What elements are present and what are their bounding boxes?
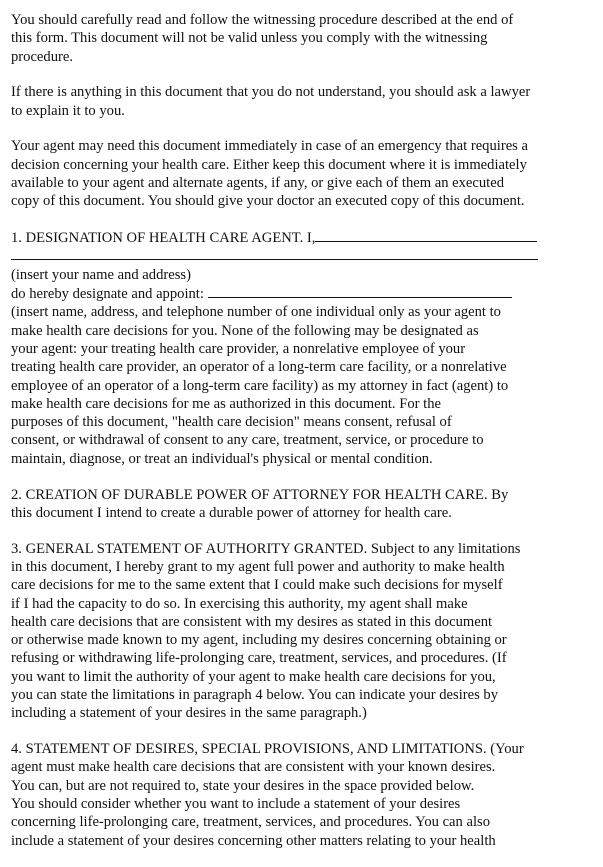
text-line: you can state the limitations in paragraph 4 below. You can indicate your desires by bbox=[11, 687, 499, 703]
intro-emergency-paragraph bbox=[11, 137, 591, 210]
address-blank-line bbox=[11, 247, 591, 265]
text-line: concerning life-prolonging care, treatment, services, and procedures. You can also bbox=[11, 814, 490, 831]
agent-name-blank[interactable] bbox=[208, 284, 512, 298]
text-line: 3. GENERAL STATEMENT OF AUTHORITY GRANTED. Subject to any limitations bbox=[11, 540, 521, 557]
text-line: care decisions for me to the same extent that I could make such decisions for myself bbox=[11, 577, 503, 594]
principal-address-blank[interactable] bbox=[11, 259, 538, 260]
designate-label: do hereby designate and appoint: bbox=[11, 286, 204, 303]
text-line: You should consider whether you want to include a statement of your desires bbox=[11, 795, 461, 812]
text-line: 2. CREATION OF DURABLE POWER OF ATTORNEY FOR HEALTH CARE. By bbox=[11, 486, 509, 503]
text-line: this form. This document will not be valid unless you comply with the witnessing bbox=[11, 30, 488, 47]
section-3-authority bbox=[11, 540, 591, 723]
text-line: 4. STATEMENT OF DESIRES, SPECIAL PROVISIONS, AND LIMITATIONS. (Your bbox=[11, 741, 524, 758]
text-line: (insert your name and address) bbox=[11, 266, 191, 283]
intro-lawyer-paragraph bbox=[11, 83, 591, 120]
section-4-desires bbox=[11, 740, 591, 850]
text-line: Your agent may need this document immediately in case of an emergency that requires a bbox=[11, 138, 528, 155]
text-line: If there is anything in this document that you do not understand, you should ask a lawyer bbox=[11, 84, 531, 101]
text-line: include a statement of your desires concerning other matters relating to your health bbox=[11, 832, 496, 849]
text-line: purposes of this document, "health care decision" means consent, refusal of bbox=[11, 414, 452, 431]
designate-line bbox=[11, 284, 591, 303]
intro-witnessing-paragraph bbox=[11, 11, 591, 66]
principal-name-blank[interactable] bbox=[315, 228, 537, 242]
text-line: employee of an operator of a long-term care facility) as my attorney in fact (agent) to bbox=[11, 377, 509, 394]
text-line: You can, but are not required to, state your desires in the space provided below. bbox=[11, 777, 475, 794]
text-line: treating health care provider, an operator of a long-term care facility, or a nonrelative bbox=[11, 359, 507, 376]
text-line: make health care decisions for me as authorized in this document. For the bbox=[11, 395, 441, 412]
text-line: available to your agent and alternate agents, if any, or give each of them an executed bbox=[11, 175, 504, 192]
text-line: consent, or withdrawal of consent to any care, treatment, service, or procedure to bbox=[11, 432, 484, 449]
text-line: copy of this document. You should give your doctor an executed copy of this document. bbox=[11, 193, 525, 210]
section-1-heading-line bbox=[11, 228, 591, 247]
text-line: if I had the capacity to do so. In exercising this authority, my agent shall make bbox=[11, 595, 468, 612]
text-line: maintain, diagnose, or treat an individual's physical or mental condition. bbox=[11, 450, 433, 467]
text-line: make health care decisions for you. None of the following may be designated as bbox=[11, 322, 479, 339]
document-page bbox=[11, 11, 591, 867]
text-line: refusing or withdrawing life-prolonging care, treatment, services, and procedures. (If bbox=[11, 650, 507, 667]
text-line: procedure. bbox=[11, 48, 73, 65]
text-line: your agent: your treating health care provider, a nonrelative employee of your bbox=[11, 340, 466, 357]
text-line: You should carefully read and follow the witnessing procedure described at the end of bbox=[11, 12, 514, 28]
section-1-designation bbox=[11, 228, 591, 468]
section-1-heading: 1. DESIGNATION OF HEALTH CARE AGENT. I, bbox=[11, 230, 316, 247]
text-line: this document I intend to create a durable power of attorney for health care. bbox=[11, 504, 452, 521]
text-line: health care decisions that are consistent with my desires as stated in this document bbox=[11, 613, 493, 630]
text-line: or otherwise made known to my agent, including my desires concerning obtaining or bbox=[11, 632, 507, 649]
section-2-creation bbox=[11, 486, 591, 523]
text-line: (insert name, address, and telephone number of one individual only as your agent to bbox=[11, 304, 501, 321]
text-line: you want to limit the authority of your agent to make health care decisions for you, bbox=[11, 668, 496, 685]
text-line: to explain it to you. bbox=[11, 102, 125, 119]
text-line: decision concerning your health care. Either keep this document where it is immediately bbox=[11, 156, 527, 173]
text-line: agent must make health care decisions that are consistent with your known desires. bbox=[11, 759, 496, 776]
text-line: including a statement of your desires in the same paragraph.) bbox=[11, 705, 367, 722]
text-line: in this document, I hereby grant to my agent full power and authority to make health bbox=[11, 558, 505, 575]
